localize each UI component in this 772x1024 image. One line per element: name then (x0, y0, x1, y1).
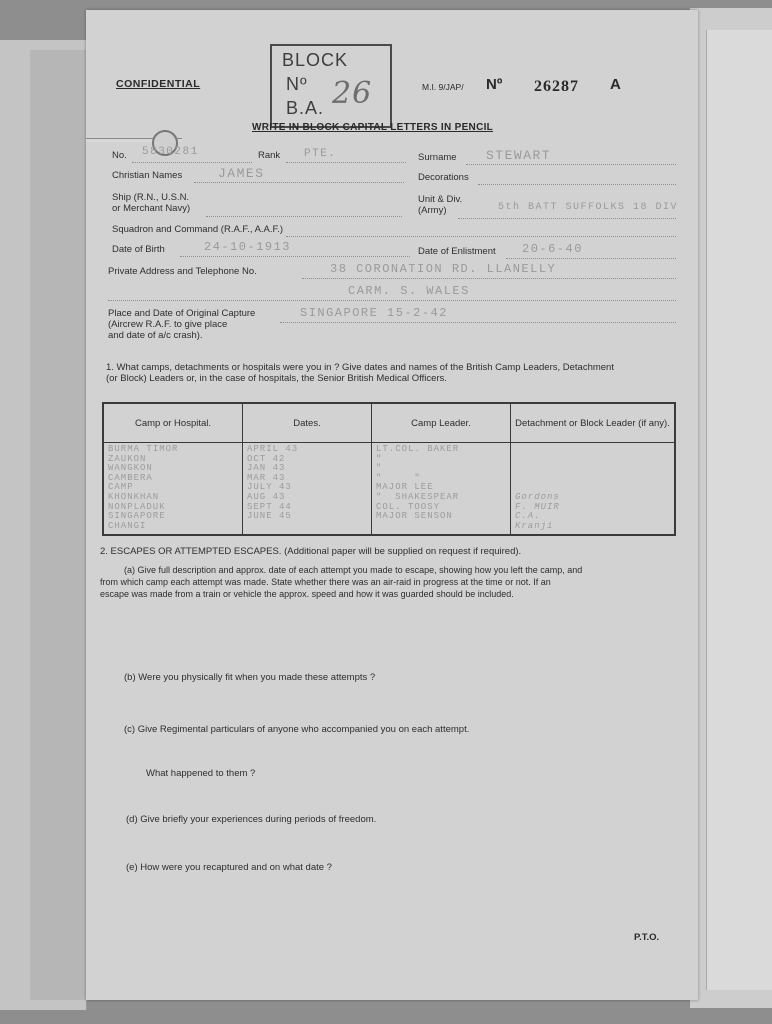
no-value: 5830281 (142, 146, 199, 158)
question-2-heading: 2. ESCAPES OR ATTEMPTED ESCAPES. (Additional paper will be supplied on request if required). (100, 546, 522, 557)
address-line-1: 38 CORONATION RD. LLANELLY (330, 262, 557, 276)
no-label: No. (112, 150, 127, 161)
header-camp: Camp or Hospital. (103, 403, 243, 443)
header-camp-leader: Camp Leader. (372, 403, 511, 443)
question-2d: (d) Give briefly your experiences during periods of freedom. (126, 814, 377, 825)
capture-label-2: (Aircrew R.A.F. to give place (108, 319, 228, 330)
paper-stack-left-inner (30, 50, 90, 1000)
dob-value: 24-10-1913 (204, 240, 292, 254)
dob-underline (180, 256, 410, 257)
pto-label: P.T.O. (634, 932, 660, 943)
stamp-line-3: B.A. (286, 98, 325, 118)
header-dates: Dates. (243, 403, 372, 443)
stamp-line-1: BLOCK (282, 50, 349, 70)
dob-label: Date of Birth (112, 244, 165, 255)
rank-label: Rank (258, 150, 281, 161)
christian-names-value: JAMES (218, 166, 265, 181)
question-1-line-1: 1. What camps, detachments or hospitals were you in ? Give dates and names of the British Camp Leaders, Detachment (106, 362, 614, 373)
christian-names-label: Christian Names (112, 170, 183, 181)
address-underline-2 (108, 300, 676, 301)
rank-underline (286, 162, 406, 163)
decorations-label: Decorations (418, 172, 469, 183)
rank-value: PTE. (304, 148, 337, 160)
unit-underline (458, 218, 676, 219)
no-underline (132, 162, 252, 163)
question-2a-line-1: (a) Give full description and approx. date of each attempt you made to escape, showing how you left the camp, and (124, 565, 583, 575)
decorations-underline (478, 184, 676, 185)
enlistment-label: Date of Enlistment (418, 246, 496, 257)
capture-label-1: Place and Date of Original Capture (108, 308, 256, 319)
christian-names-underline (194, 182, 404, 183)
question-1-line-2: (or Block) Leaders or, in the case of hospitals, the Senior British Medical Officers. (106, 373, 447, 384)
serial-no-label: Nº (486, 76, 503, 93)
ship-label-2: or Merchant Navy) (112, 203, 191, 214)
stamp-handwritten-number: 26 (332, 76, 373, 111)
question-2e: (e) How were you recaptured and on what date ? (126, 862, 332, 873)
address-label: Private Address and Telephone No. (108, 266, 257, 277)
enlistment-value: 20-6-40 (522, 242, 583, 256)
squadron-label: Squadron and Command (R.A.F., A.A.F.) (112, 224, 284, 235)
squadron-underline (286, 236, 676, 237)
question-2a-line-3: escape was made from a train or vehicle the approx. speed and how it was guarded should be included. (100, 589, 514, 599)
question-2b: (b) Were you physically fit when you made these attempts ? (124, 672, 376, 683)
confidential-label: CONFIDENTIAL (116, 78, 201, 90)
question-2a-line-2: from which camp each attempt was made. State whether there was an air-raid in progress at the time or not. If an (100, 577, 551, 587)
capture-value: SINGAPORE 15-2-42 (300, 306, 448, 320)
camps-cell: BURMA TIMOR ZAUKON WANGKON CAMBERA CAMP KHONKHAN NONPLADUK SINGAPORE CHANGI (103, 443, 243, 536)
stamp-line-2: Nº (286, 74, 308, 94)
surname-underline (466, 164, 676, 165)
instruction-text: WRITE IN BLOCK CAPITAL LETTERS IN PENCIL (252, 122, 494, 133)
ship-label-1: Ship (R.N., U.S.N. (112, 192, 190, 203)
surname-value: STEWART (486, 148, 552, 163)
block-stamp (270, 44, 392, 128)
question-2c: (c) Give Regimental particulars of anyone who accompanied you on each attempt. (124, 724, 470, 735)
reference-label: M.I. 9/JAP/ (422, 82, 464, 92)
serial-no-value: 26287 (534, 78, 579, 95)
table-row (103, 443, 675, 536)
ship-underline (206, 216, 402, 217)
form-page (86, 10, 698, 1000)
header-detachment-leader: Detachment or Block Leader (if any). (511, 403, 676, 443)
capture-underline (280, 322, 676, 323)
unit-value: 5th BATT SUFFOLKS 18 DIV (498, 202, 679, 213)
unit-label-1: Unit & Div. (418, 194, 463, 205)
question-2c-followup: What happened to them ? (146, 768, 256, 779)
detachment-cell: Gordons F. MUIR C.A. Kranji (511, 443, 676, 536)
capture-label-3: and date of a/c crash). (108, 330, 203, 341)
surname-label: Surname (418, 152, 457, 163)
enlistment-underline (506, 258, 676, 259)
serial-suffix: A (610, 76, 621, 93)
paper-stack-right-inner (706, 30, 772, 990)
dates-cell: APRIL 43 OCT 42 JAN 43 MAR 43 JULY 43 AUG 43 SEPT 44 JUNE 45 (243, 443, 372, 536)
camps-table-header (103, 403, 675, 443)
address-underline-1 (302, 278, 676, 279)
camps-table (102, 402, 676, 536)
leaders-cell: LT.COL. BAKER " " " " MAJOR LEE " SHAKESPEAR COL. TOOSY MAJOR SENSON (372, 443, 511, 536)
unit-label-2: (Army) (418, 205, 447, 216)
address-line-2: CARM. S. WALES (348, 284, 470, 298)
